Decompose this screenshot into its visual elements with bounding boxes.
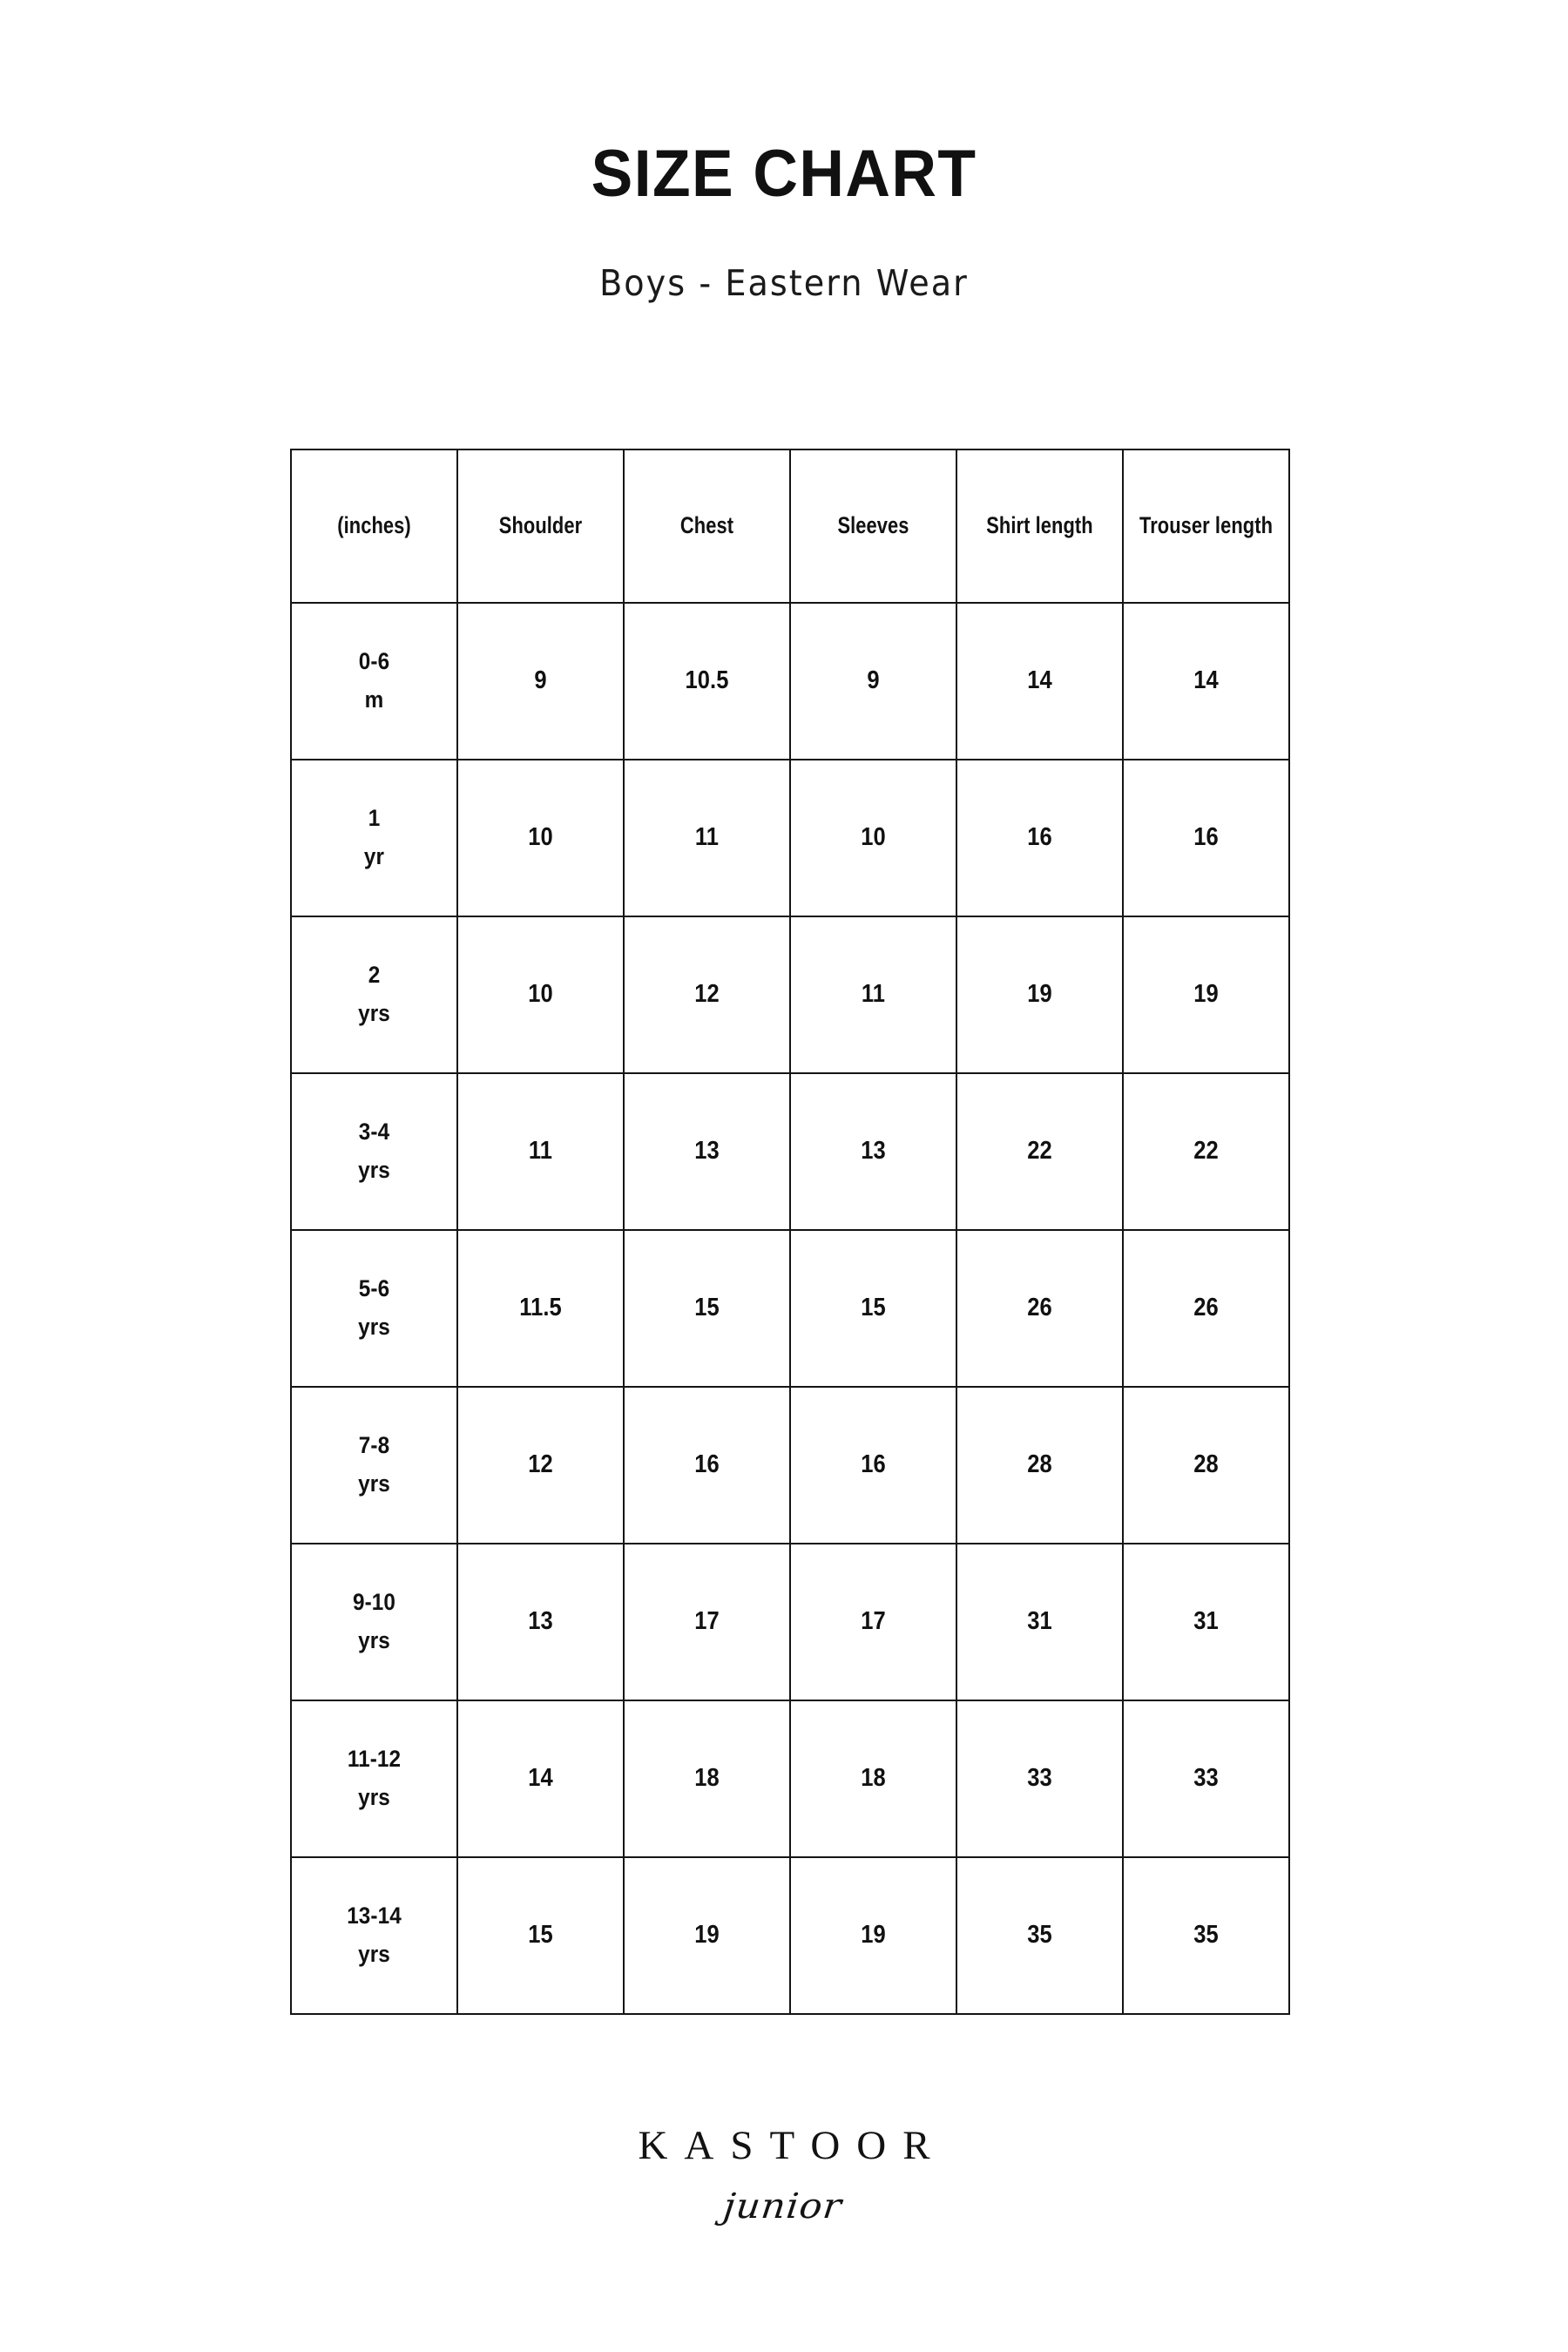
cell-chest (624, 916, 790, 1073)
cell-shirt-length (956, 603, 1123, 760)
size-unit: yr (363, 843, 385, 869)
cell-chest (624, 603, 790, 760)
cell-size (291, 1700, 457, 1857)
column-header-shoulder (466, 449, 616, 603)
size-label: 9-10 (352, 1589, 395, 1616)
cell-trouser-length (1123, 603, 1289, 760)
value-chest: 19 (694, 1921, 720, 1950)
value-shoulder: 10 (528, 823, 553, 852)
size-label: 3-4 (358, 1119, 390, 1146)
cell-sleeves (790, 1073, 956, 1230)
size-unit: m (364, 686, 384, 713)
value-shirt-length: 33 (1027, 1764, 1052, 1793)
value-sleeves: 17 (861, 1607, 886, 1636)
value-sleeves: 10 (861, 823, 886, 852)
table-header-row (291, 449, 1289, 603)
value-chest: 15 (694, 1294, 720, 1322)
size-label: 1 (368, 805, 381, 832)
table-row (291, 1387, 1289, 1544)
cell-size (291, 1387, 457, 1544)
value-sleeves: 11 (861, 980, 886, 1009)
value-sleeves: 13 (861, 1137, 886, 1166)
cell-shirt-length (956, 1857, 1123, 2014)
cell-sleeves (790, 1230, 956, 1387)
column-header-chest (632, 449, 782, 603)
value-chest: 17 (694, 1607, 720, 1636)
value-chest: 18 (694, 1764, 720, 1793)
cell-sleeves (790, 916, 956, 1073)
cell-chest (624, 760, 790, 916)
cell-sleeves (790, 603, 956, 760)
size-unit: yrs (358, 1314, 390, 1340)
value-shoulder: 9 (534, 666, 547, 695)
value-trouser-length: 31 (1193, 1607, 1219, 1636)
cell-shirt-length (956, 1544, 1123, 1700)
cell-shoulder (457, 1073, 624, 1230)
cell-chest (624, 1387, 790, 1544)
cell-shoulder (457, 1230, 624, 1387)
value-shoulder: 11.5 (519, 1294, 562, 1322)
value-shoulder: 10 (528, 980, 553, 1009)
cell-size (291, 916, 457, 1073)
cell-shirt-length (956, 1230, 1123, 1387)
value-shirt-length: 14 (1027, 666, 1052, 695)
value-sleeves: 18 (861, 1764, 886, 1793)
value-chest: 13 (694, 1137, 720, 1166)
size-unit: yrs (358, 1627, 390, 1653)
value-chest: 10.5 (685, 666, 729, 695)
cell-size (291, 1857, 457, 2014)
value-shoulder: 11 (528, 1137, 553, 1166)
cell-trouser-length (1123, 760, 1289, 916)
cell-sleeves (790, 1700, 956, 1857)
column-header-trouser-length (1132, 449, 1281, 603)
size-label: 0-6 (358, 648, 390, 675)
value-trouser-length: 19 (1193, 980, 1219, 1009)
cell-trouser-length (1123, 1700, 1289, 1857)
column-header-sleeves-label: Sleeves (837, 512, 909, 539)
cell-trouser-length (1123, 1387, 1289, 1544)
cell-shoulder (457, 1387, 624, 1544)
table-row (291, 603, 1289, 760)
cell-sleeves (790, 1387, 956, 1544)
value-sleeves: 16 (861, 1450, 886, 1479)
cell-chest (624, 1073, 790, 1230)
size-table (290, 449, 1290, 2015)
column-header-shirt-length (965, 449, 1115, 603)
table-row (291, 1857, 1289, 2014)
page-title: SIZE CHART (591, 137, 977, 211)
cell-shoulder (457, 1544, 624, 1700)
value-sleeves: 9 (867, 666, 880, 695)
size-table-body (291, 603, 1289, 2014)
size-label: 7-8 (358, 1432, 390, 1459)
cell-trouser-length (1123, 1857, 1289, 2014)
cell-shirt-length (956, 1700, 1123, 1857)
value-shirt-length: 35 (1027, 1921, 1052, 1950)
value-trouser-length: 22 (1193, 1137, 1219, 1166)
value-trouser-length: 35 (1193, 1921, 1219, 1950)
value-shoulder: 15 (528, 1921, 553, 1950)
size-label: 5-6 (358, 1275, 390, 1302)
value-trouser-length: 33 (1193, 1764, 1219, 1793)
page-subtitle: Boys - Eastern Wear (599, 262, 969, 305)
value-trouser-length: 16 (1193, 823, 1219, 852)
table-row (291, 1700, 1289, 1857)
value-shirt-length: 31 (1027, 1607, 1052, 1636)
table-row (291, 916, 1289, 1073)
column-header-chest-label: Chest (679, 512, 734, 539)
cell-sleeves (790, 1544, 956, 1700)
value-chest: 16 (694, 1450, 720, 1479)
value-shirt-length: 19 (1027, 980, 1052, 1009)
cell-size (291, 1073, 457, 1230)
size-label: 11-12 (347, 1746, 402, 1773)
cell-shoulder (457, 1857, 624, 2014)
cell-sleeves (790, 1857, 956, 2014)
cell-shoulder (457, 760, 624, 916)
brand-sub-label: junior (720, 2186, 845, 2227)
value-shoulder: 13 (528, 1607, 553, 1636)
brand-logo (0, 2123, 1568, 2227)
cell-size (291, 760, 457, 916)
cell-chest (624, 1230, 790, 1387)
column-header-sleeves (799, 449, 949, 603)
cell-shoulder (457, 603, 624, 760)
column-header-inches-label: (inches) (337, 512, 411, 539)
size-label: 13-14 (347, 1903, 402, 1930)
cell-shirt-length (956, 1387, 1123, 1544)
table-row (291, 1544, 1289, 1700)
value-trouser-length: 28 (1193, 1450, 1219, 1479)
size-unit: yrs (358, 1157, 390, 1183)
value-shirt-length: 22 (1027, 1137, 1052, 1166)
cell-chest (624, 1544, 790, 1700)
cell-trouser-length (1123, 1230, 1289, 1387)
cell-sleeves (790, 760, 956, 916)
size-table-header (291, 449, 1289, 603)
column-header-shirt-length-label: Shirt length (986, 512, 1093, 539)
cell-size (291, 1544, 457, 1700)
size-unit: yrs (358, 1941, 390, 1967)
value-shoulder: 14 (528, 1764, 553, 1793)
value-chest: 11 (694, 823, 720, 852)
size-label: 2 (368, 962, 381, 989)
table-row (291, 760, 1289, 916)
cell-shoulder (457, 916, 624, 1073)
cell-shirt-length (956, 916, 1123, 1073)
cell-trouser-length (1123, 1544, 1289, 1700)
size-unit: yrs (358, 1784, 390, 1810)
brand-name: KASTOOR (638, 2123, 947, 2168)
column-header-trouser-length-label: Trouser length (1139, 512, 1274, 539)
cell-chest (624, 1700, 790, 1857)
value-sleeves: 19 (861, 1921, 886, 1950)
column-header-inches (300, 449, 449, 603)
value-shirt-length: 16 (1027, 823, 1052, 852)
cell-trouser-length (1123, 916, 1289, 1073)
cell-trouser-length (1123, 1073, 1289, 1230)
value-shoulder: 12 (528, 1450, 553, 1479)
column-header-shoulder-label: Shoulder (498, 512, 583, 539)
cell-size (291, 603, 457, 760)
cell-size (291, 1230, 457, 1387)
value-shirt-length: 28 (1027, 1450, 1052, 1479)
table-row (291, 1073, 1289, 1230)
cell-chest (624, 1857, 790, 2014)
value-chest: 12 (694, 980, 720, 1009)
cell-shoulder (457, 1700, 624, 1857)
size-table-container (290, 449, 1278, 2015)
cell-shirt-length (956, 1073, 1123, 1230)
value-sleeves: 15 (861, 1294, 886, 1322)
value-shirt-length: 26 (1027, 1294, 1052, 1322)
value-trouser-length: 14 (1193, 666, 1219, 695)
size-unit: yrs (358, 1000, 390, 1026)
table-row (291, 1230, 1289, 1387)
value-trouser-length: 26 (1193, 1294, 1219, 1322)
cell-shirt-length (956, 760, 1123, 916)
page-header (0, 139, 1568, 305)
size-unit: yrs (358, 1470, 390, 1497)
